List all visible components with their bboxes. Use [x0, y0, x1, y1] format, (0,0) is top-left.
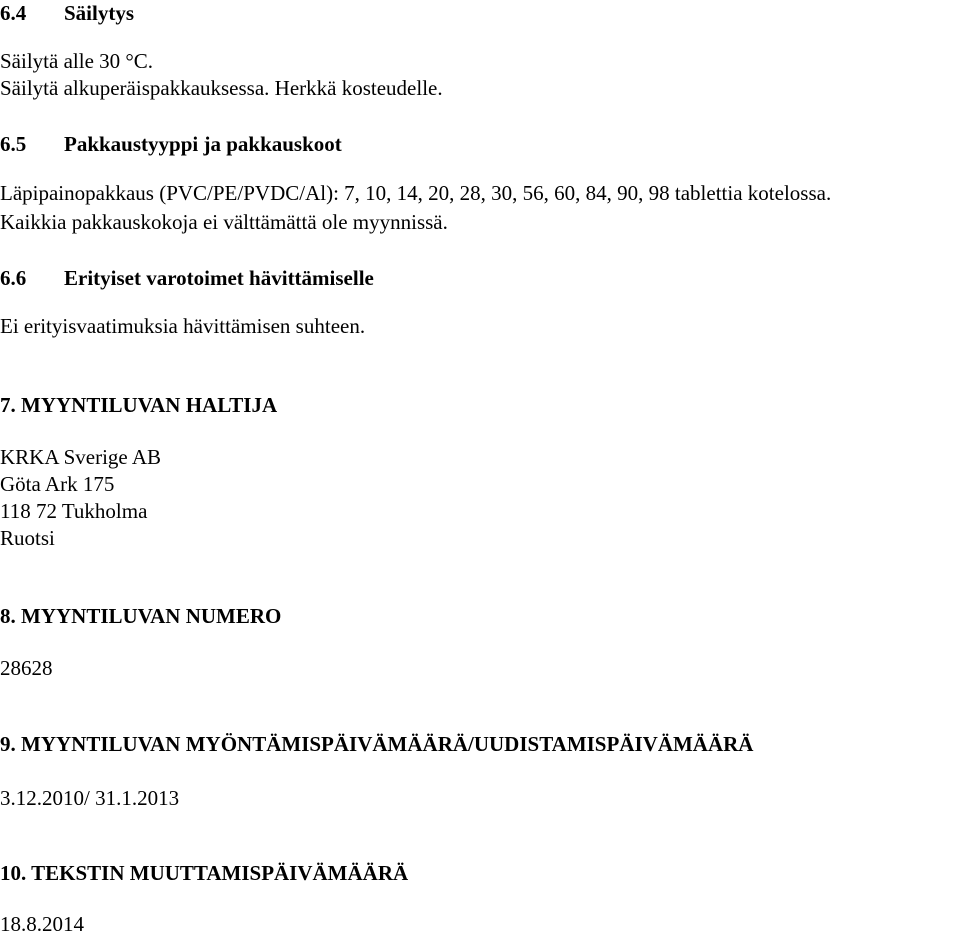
section-6-4-heading [0, 0, 134, 27]
section-6-5-heading [0, 131, 342, 158]
section-number: 6.6 [0, 266, 27, 290]
section-10-heading: 10. TEKSTIN MUUTTAMISPÄIVÄMÄÄRÄ [0, 861, 409, 885]
section-8-heading: 8. MYYNTILUVAN NUMERO [0, 604, 282, 628]
holder-country: Ruotsi [0, 526, 55, 550]
storage-temperature-text: Säilytä alle 30 °C. [0, 49, 154, 73]
disposal-text: Ei erityisvaatimuksia hävittämisen suhteen. [0, 314, 366, 338]
section-number: 6.4 [0, 1, 27, 25]
section-number: 6.5 [0, 132, 27, 156]
section-title: Erityiset varotoimet hävittämiselle [64, 266, 374, 290]
section-title: Pakkaustyyppi ja pakkauskoot [64, 132, 342, 156]
package-availability-text: Kaikkia pakkauskokoja ei välttämättä ole myynnissä. [0, 210, 448, 234]
holder-name: KRKA Sverige AB [0, 445, 162, 469]
holder-city: 118 72 Tukholma [0, 499, 148, 523]
revision-date: 18.8.2014 [0, 912, 84, 936]
authorisation-dates: 3.12.2010/ 31.1.2013 [0, 786, 180, 810]
package-type-text: Läpipainopakkaus (PVC/PE/PVDC/Al): 7, 10, 14, 20, 28, 30, 56, 60, 84, 90, 98 tablettia kotelossa. [0, 181, 832, 205]
storage-package-text: Säilytä alkuperäispakkauksessa. Herkkä kosteudelle. [0, 76, 443, 100]
section-title: Säilytys [64, 1, 135, 25]
section-6-6-heading [0, 265, 374, 292]
section-9-heading: 9. MYYNTILUVAN MYÖNTÄMISPÄIVÄMÄÄRÄ/UUDISTAMISPÄIVÄMÄÄRÄ [0, 732, 754, 756]
section-7-heading: 7. MYYNTILUVAN HALTIJA [0, 393, 278, 417]
authorisation-number: 28628 [0, 656, 53, 680]
holder-street: Göta Ark 175 [0, 472, 115, 496]
